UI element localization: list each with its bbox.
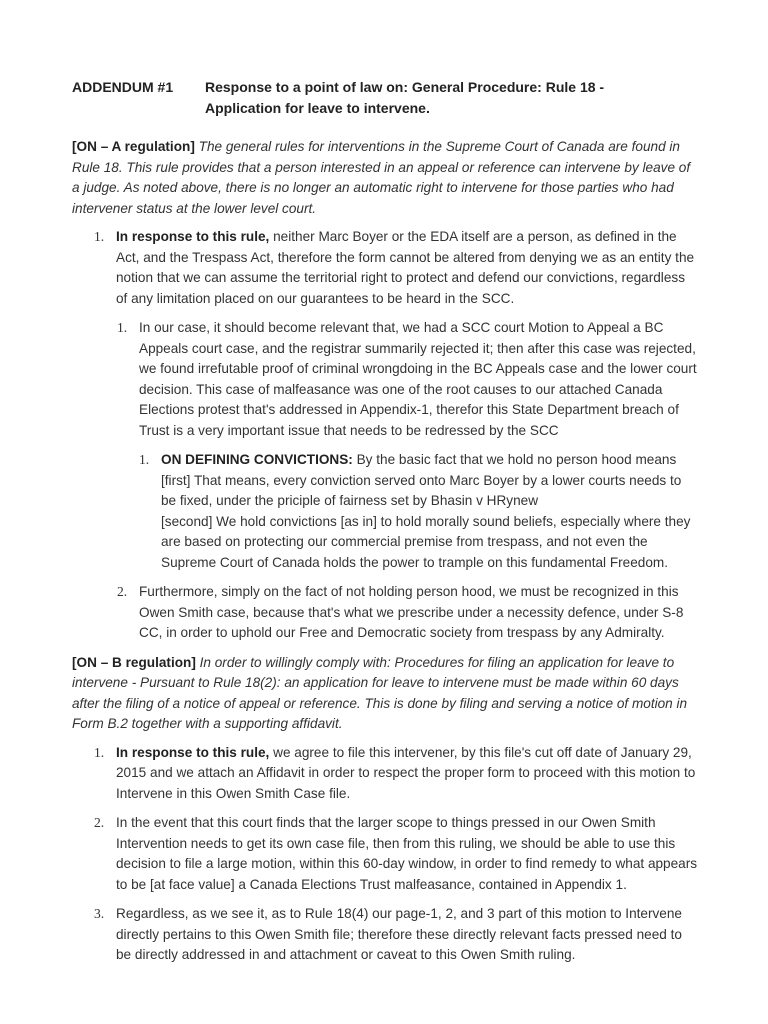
addendum-number: ADDENDUM #1 xyxy=(72,79,174,95)
addendum-title-line-2: Application for leave to intervene. xyxy=(205,100,430,116)
list-marker: 3. xyxy=(94,906,105,921)
item-text: Regardless, as we see it, as to Rule 18(4) our page-1, 2, and 3 part of this motion to Intervene directly pertains to this Owen Smith file; therefore these directly relevant facts pressed need to be directly addressed in and attachment or caveat to this Owen Smith ruling. xyxy=(116,906,682,962)
list-marker: 1. xyxy=(117,320,128,335)
section-a-text: The general rules for interventions in the Supreme Court of Canada are found in Rule 18. This rule provides that a person interested in an appeal or reference can intervene by leave of a judge. As noted above, there is no longer an automatic right to intervene for those parties who had intervener status at the lower level court. xyxy=(72,139,691,216)
item-text: neither Marc Boyer or the EDA itself are a person, as defined in the Act, and the Trespass Act, therefore the form cannot be altered from denying we as an entity the notion that we can assume the territorial right to protect and defend our convictions, regardless of any limitation placed on our guarantees to be heard in the SCC. xyxy=(116,229,695,306)
subitem-text: In our case, it should become relevant that, we had a SCC court Motion to Appeal a BC Appeals court case, and the registrar summarily rejected it; then after this case was rejected, we found irrefutable proof of criminal wrongdoing in the BC Appeals case and the lower court decision. This case of malfeasance was one of the root causes to our attached Canada Elections protest that's addressed in Appendix-1, therefor this State Department breach of Trust is a very important issue that needs to be redressed by the SCC xyxy=(139,320,697,438)
section-b-item-3 xyxy=(94,904,700,966)
section-a-paragraph xyxy=(72,137,700,219)
subsubitem-text-second: [second] We hold convictions [as in] to hold morally sound beliefs, especially where they are based on protecting our commercial premise from trespass, and not even the Supreme Court of Canada holds the power to trample on this fundamental Freedom. xyxy=(161,513,691,570)
item-text: In the event that this court finds that the larger scope to things pressed in our Owen Smith Intervention needs to get its own case file, then from this ruling, we should be able to use this decision to file a large motion, within this 60-day window, in order to find remedy to what appears to be [at face value] a Canada Elections Trust malfeasance, contained in Appendix 1. xyxy=(116,815,698,892)
list-marker: 1. xyxy=(94,744,105,760)
section-b-lead: [ON – B regulation] xyxy=(72,654,196,670)
section-b-paragraph xyxy=(72,653,700,735)
section-a-lead: [ON – A regulation] xyxy=(72,139,195,154)
section-a-subitem-2 xyxy=(117,582,700,644)
item-lead: In response to this rule, xyxy=(116,744,270,760)
section-b-item-2 xyxy=(94,813,700,895)
section-b-text: In order to willingly comply with: Procedures for filing an application for leave to intervene - Pursuant to Rule 18(2): an application for leave to intervene must be made within 60 days after the filing of a notice of appeal or reference. This is done by filing and serving a notice of motion in Form B.2 together with a supporting affidavit. xyxy=(72,654,688,731)
addendum-title-line-1: Response to a point of law on: General Procedure: Rule 18 - xyxy=(205,79,605,95)
subsubitem-lead: ON DEFINING CONVICTIONS: xyxy=(161,452,353,467)
list-marker: 2. xyxy=(94,815,105,830)
section-a-subitem-1 xyxy=(117,318,700,441)
subsubitem-text: By the basic fact that we hold no person hood means [first] That means, every conviction served onto Marc Boyer by a lower courts needs to be fixed, under the priciple of fairness set by Bhasin v HRynew xyxy=(161,452,682,508)
section-a-item-1 xyxy=(94,227,700,309)
section-a-subsubitem-1 xyxy=(139,450,700,573)
list-marker: 1. xyxy=(139,452,150,467)
item-text: we agree to file this intervener, by this file's cut off date of January 29, 2015 and we attach an Affidavit in order to respect the proper form to proceed with this motion to Intervene in this Owen Smith Case file. xyxy=(116,744,696,801)
section-b-item-1 xyxy=(94,743,700,805)
subitem-text: Furthermore, simply on the fact of not holding person hood, we must be recognized in this Owen Smith case, because that's what we prescribe under a necessity defence, under S-8 CC, in order to uphold our Free and Democratic society from trespass by any Admiralty. xyxy=(139,584,684,640)
list-marker: 2. xyxy=(117,584,128,599)
document-body xyxy=(72,137,700,975)
list-marker: 1. xyxy=(94,229,105,244)
addendum-title xyxy=(205,77,765,119)
item-lead: In response to this rule, xyxy=(116,229,270,244)
